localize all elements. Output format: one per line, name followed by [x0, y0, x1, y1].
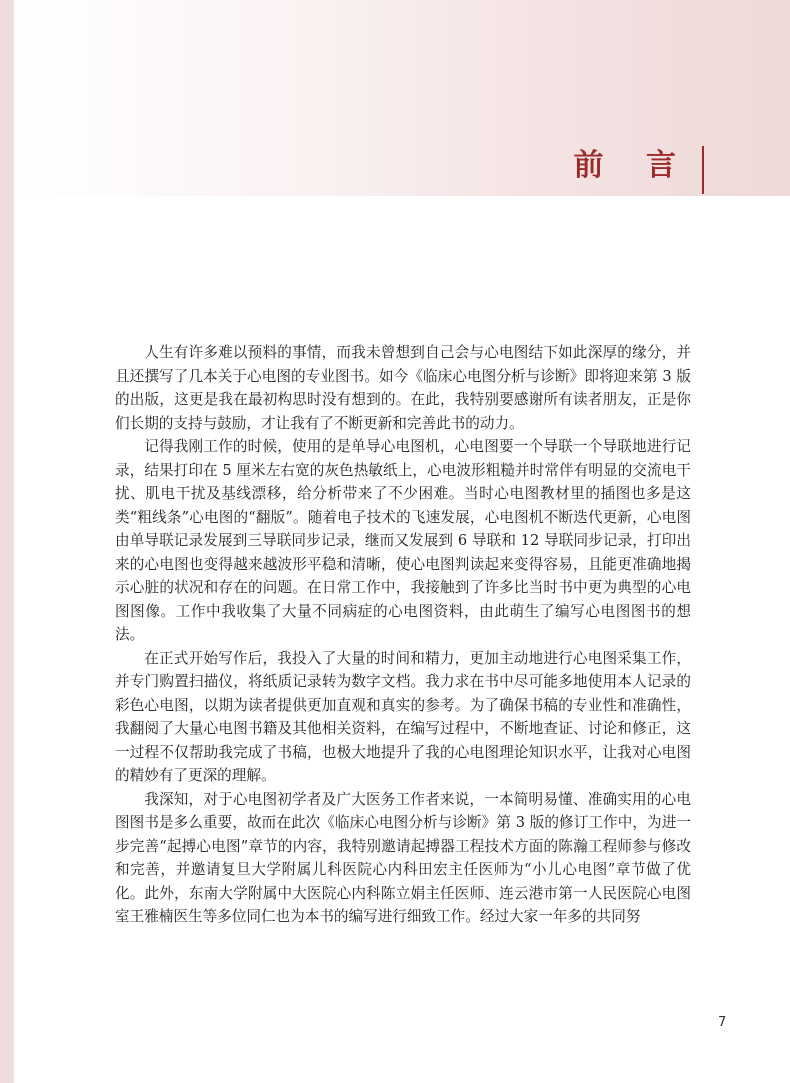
paragraph-4: 我深知，对于心电图初学者及广大医务工作者来说，一本简明易懂、准确实用的心电图图书是多么重要，故而在此次《临床心电图分析与诊断》第 3 版的修订工作中，为进一步完善“起搏心电图”章节的内容，我特别邀请起搏器工程技术方面的陈瀚工程师参与修改和完善，并邀请复旦大学附属儿科医院心内科田宏主任医师为“小儿心电图”章节做了优化。此外，东南大学附属中大医院心内科陈立娟主任医师、连云港市第一人民医院心电图室王雅楠医生等多位同仁也为本书的编写进行细致工作。经过大家一年多的共同努 — [115, 790, 691, 925]
page-number: 7 — [718, 1015, 727, 1030]
left-decorative-stripe — [0, 0, 14, 1083]
title-divider-bar — [702, 146, 704, 194]
page-title: 前 言 — [573, 148, 692, 183]
paragraph-1: 人生有许多难以预料的事情，而我未曾想到自己会与心电图结下如此深厚的缘分，并且还撰写了几本关于心电图的专业图书。如今《临床心电图分析与诊断》即将迎来第 3 版的出版，这更是我在最初构思时没有想到的。在此，我特别要感谢所有读者朋友，正是你们长期的支持与鼓励，才让我有了不断更新和完善此书的动力。 — [115, 344, 691, 432]
paragraph-3: 在正式开始写作后，我投入了大量的时间和精力，更加主动地进行心电图采集工作，并专门购置扫描仪，将纸质记录转为数字文档。我力求在书中尽可能多地使用本人记录的彩色心电图，以期为读者提供更加直观和真实的参考。为了确保书稿的专业性和准确性，我翻阅了大量心电图书籍及其他相关资料，在编写过程中，不断地查证、讨论和修正，这一过程不仅帮助我完成了书稿，也极大地提升了我的心电图理论知识水平，让我对心电图的精妙有了更深的理解。 — [115, 649, 691, 784]
paragraph-2: 记得我刚工作的时候，使用的是单导心电图机，心电图要一个导联一个导联地进行记录，结果打印在 5 厘米左右宽的灰色热敏纸上，心电波形粗糙并时常伴有明显的交流电干扰、肌电干扰及基线漂移，给分析带来了不少困难。当时心电图教材里的插图也多是这类“粗线条”心电图的“翻版”。随着电子技术的飞速发展，心电图机不断迭代更新，心电图由单导联记录发展到三导联同步记录，继而又发展到 6 导联和 12 导联同步记录，打印出来的心电图也变得越来越波形平稳和清晰，使心电图判读起来变得容易，且能更准确地揭示心脏的状况和存在的问题。在日常工作中，我接触到了许多比当时书中更为典型的心电图图像。工作中我收集了大量不同病症的心电图资料，由此萌生了编写心电图图书的想法。 — [115, 438, 691, 643]
body-text — [115, 341, 691, 929]
